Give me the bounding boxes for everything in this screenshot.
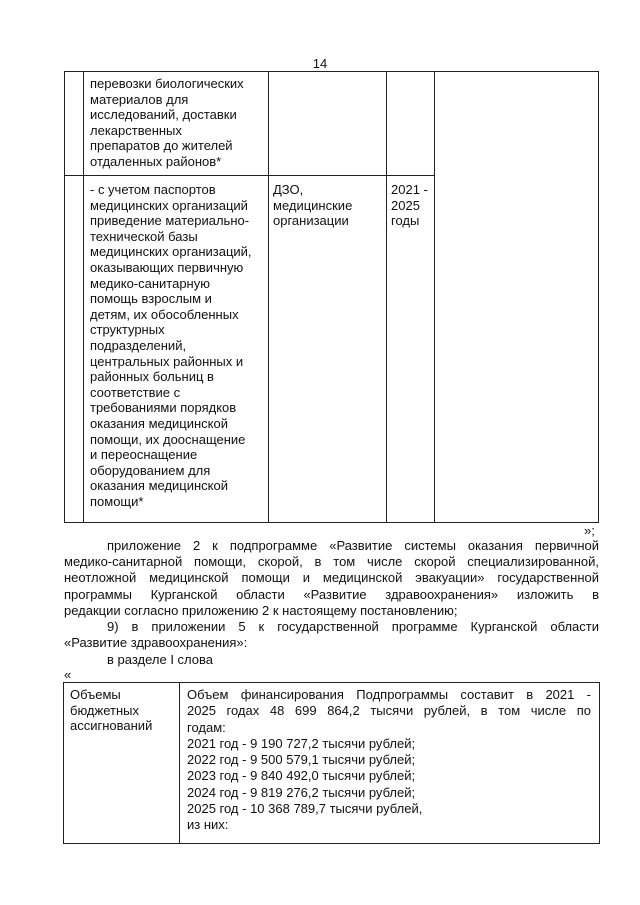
funding-table — [63, 682, 600, 844]
period-cell — [387, 72, 435, 176]
measure-cell — [84, 72, 269, 176]
page-number: 14 — [312, 56, 328, 71]
funding-value-cell — [180, 683, 600, 844]
paragraph-item-9: 9) в приложении 5 к государственной программе Курганской области «Развитие здравоохранения»: — [64, 619, 599, 651]
funding-label-cell — [64, 683, 180, 844]
paragraph-appendix-2: приложение 2 к подпрограмме «Развитие системы оказания первичной медико-санитарной помощи, скорой, в том числе скорой специализированной, неотложной медицинской помощи и медицинской эвакуации» государственной программы Курганской области «Развитие здравоохранения» изложить в редакции согласно приложению 2 к настоящему постановлению; — [64, 538, 599, 618]
extra-cell — [435, 72, 599, 523]
measures-table — [64, 71, 599, 523]
num-cell — [65, 72, 84, 176]
funding-value: Объем финансирования Подпрограммы составит в 2021 - 2025 годах 48 699 864,2 тысячи рублей, в том числе по годам: 2021 год - 9 190 727,2 тысячи рублей; 2022 год - 9 500 579,1 тысячи рублей; 2023 год - 9 840 492,0 тысячи рублей; 2024 год - 9 819 276,2 тысячи рублей; 2025 год - 10 368 789,7 тысячи рублей, из них: — [187, 687, 591, 833]
num-cell — [65, 176, 84, 523]
table-row — [64, 683, 600, 844]
measure-text: - с учетом паспортов медицинских организаций приведение материально- технической базы медицинских организаций, оказывающих первичную медико-санитарную помощь взрослым и детям, их обособленных структурных подразделений, центральных районных и районных больниц в соответствие с требованиями порядков оказания медицинской помощи, их дооснащение и переоснащение оборудованием для оказания медицинской помощи* — [90, 182, 252, 509]
funding-label: Объемы бюджетных ассигнований — [70, 687, 153, 734]
table-row — [65, 72, 599, 176]
measure-cell — [84, 176, 269, 523]
executor-cell — [269, 176, 387, 523]
executor-cell — [269, 72, 387, 176]
period-cell — [387, 176, 435, 523]
executor-text: ДЗО, медицинские организации — [273, 182, 353, 229]
period-text: 2021 - 2025 годы — [391, 182, 428, 229]
measure-text: перевозки биологических материалов для исследований, доставки лекарственных препаратов до жителей отдаленных районов* — [90, 76, 244, 169]
closing-quote: »; — [584, 523, 595, 538]
paragraph-section-1: в разделе I слова — [107, 652, 213, 667]
open-quote: « — [64, 667, 72, 682]
